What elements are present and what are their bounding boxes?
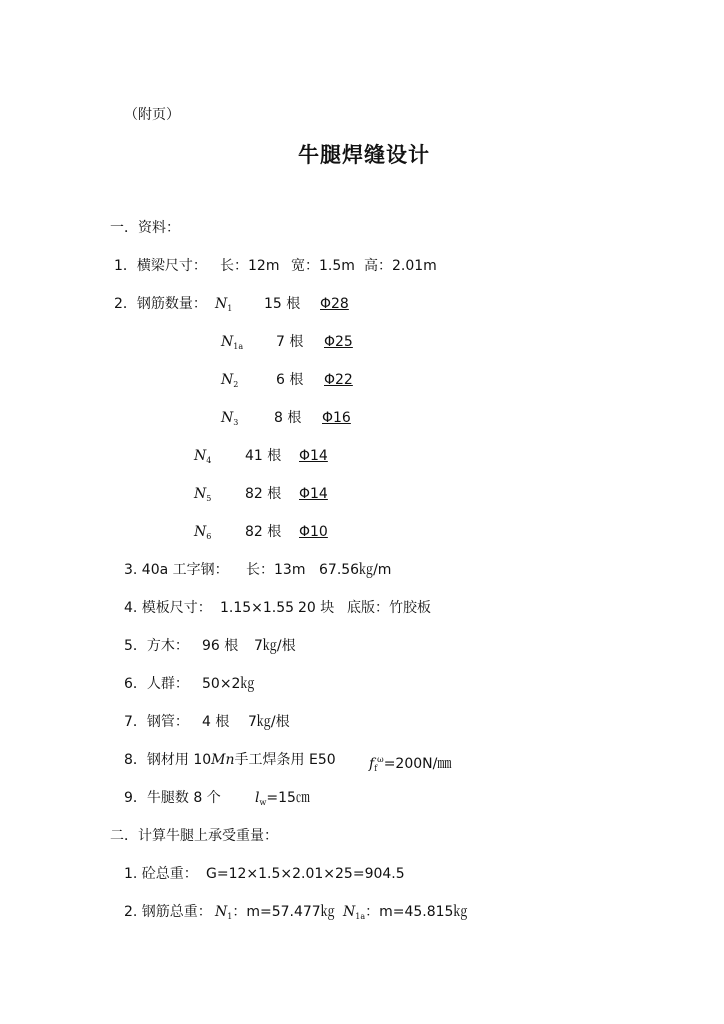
- calc-1-formula: G=12×1.5×2.01×25=904.5: [206, 866, 405, 882]
- calc-2-n1a: [343, 903, 467, 926]
- bar-variable: $N_3$: [221, 410, 239, 427]
- bar-variable: $N_4$: [194, 448, 212, 465]
- item-7-qty: 4 根: [202, 714, 230, 730]
- bar-count: 6 根: [276, 372, 304, 388]
- item-9-l-variable: $l_w$: [255, 790, 267, 807]
- item-5-weight: 7㎏/根: [254, 638, 296, 654]
- bar-variable: $N_2$: [221, 372, 239, 389]
- bar-spec: Φ10: [299, 524, 328, 540]
- item-6-label: 6．人群：: [124, 676, 189, 692]
- bar-count: 15 根: [264, 296, 301, 312]
- bar-row: [194, 447, 211, 470]
- section-2-heading: 二．计算牛腿上承受重量：: [110, 828, 278, 844]
- bar-spec: Φ22: [324, 372, 353, 388]
- bar-row: [215, 295, 232, 318]
- bar-row: [221, 371, 238, 394]
- item-8-mn: Mn: [211, 752, 235, 768]
- bar-spec: Φ28: [320, 296, 349, 312]
- bar-count: 8 根: [274, 410, 302, 426]
- item-7-label: 7．钢管：: [124, 714, 189, 730]
- calc-2-n1-mass: ：m=57.477㎏: [232, 904, 335, 920]
- item-5-qty: 96 根: [202, 638, 239, 654]
- item-6-value: 50×2㎏: [202, 676, 255, 692]
- item-1-height: 高：2.01m: [364, 258, 437, 274]
- item-8-text: [124, 751, 336, 769]
- item-3-label: 3. 40a 工字钢：: [124, 562, 229, 578]
- item-7-weight: 7㎏/根: [248, 714, 290, 730]
- bar-spec: Φ14: [299, 448, 328, 464]
- calc-2-n1-variable: $N_1$: [215, 904, 233, 921]
- item-9-value: =15㎝: [266, 790, 310, 806]
- item-9-label: 9．牛腿数 8 个: [124, 790, 221, 806]
- bar-row: [221, 409, 238, 432]
- item-3-weight: 67.56㎏/m: [319, 562, 392, 578]
- calc-2-n1a-mass: ：m=45.815㎏: [365, 904, 468, 920]
- bar-variable: $N_5$: [194, 486, 212, 503]
- bar-count: 82 根: [245, 524, 282, 540]
- item-1-label: 1．横梁尺寸：: [114, 258, 207, 274]
- bar-count: 41 根: [245, 448, 282, 464]
- item-4-size: 1.15×1.55: [220, 600, 295, 616]
- bar-variable: $N_{1a}$: [221, 334, 244, 351]
- calc-2-n1a-variable: $N_{1a}$: [343, 904, 366, 921]
- item-1-length: 长：12m: [220, 258, 280, 274]
- item-8-f-variable: $f_f^\omega$: [369, 755, 384, 773]
- bar-spec: Φ14: [299, 486, 328, 502]
- item-1-width: 宽：1.5m: [291, 258, 355, 274]
- item-5-label: 5．方木：: [124, 638, 189, 654]
- bar-variable: $N_1$: [215, 296, 233, 313]
- bar-count: 82 根: [245, 486, 282, 502]
- bar-variable: $N_6$: [194, 524, 212, 541]
- item-2-label: 2．钢筋数量：: [114, 296, 207, 312]
- section-1-heading: 一．资料：: [110, 220, 180, 236]
- bar-count: 7 根: [276, 334, 304, 350]
- bar-row: [194, 485, 211, 508]
- item-8-prefix: 8．钢材用 10: [124, 752, 212, 768]
- document-title: 牛腿焊缝设计: [298, 143, 430, 167]
- bar-row: [221, 333, 243, 356]
- calc-1-label: 1. 砼总重：: [124, 866, 198, 882]
- item-8-suffix: 手工焊条用 E50: [234, 752, 336, 768]
- item-9-formula: [255, 789, 310, 812]
- bar-spec: Φ16: [322, 410, 351, 426]
- item-8-value: =200N/㎜: [383, 756, 452, 772]
- item-4-base: 底版：竹胶板: [347, 600, 431, 616]
- calc-2-label: 2. 钢筋总重：: [124, 904, 212, 920]
- appendix-label: （附页）: [124, 107, 180, 123]
- item-3-length: 长：13m: [246, 562, 306, 578]
- bar-spec: Φ25: [324, 334, 353, 350]
- item-4-qty: 20 块: [298, 600, 335, 616]
- item-8-formula: [369, 751, 451, 778]
- calc-2-n1: [215, 903, 335, 926]
- bar-row: [194, 523, 211, 546]
- item-4-label: 4. 模板尺寸：: [124, 600, 212, 616]
